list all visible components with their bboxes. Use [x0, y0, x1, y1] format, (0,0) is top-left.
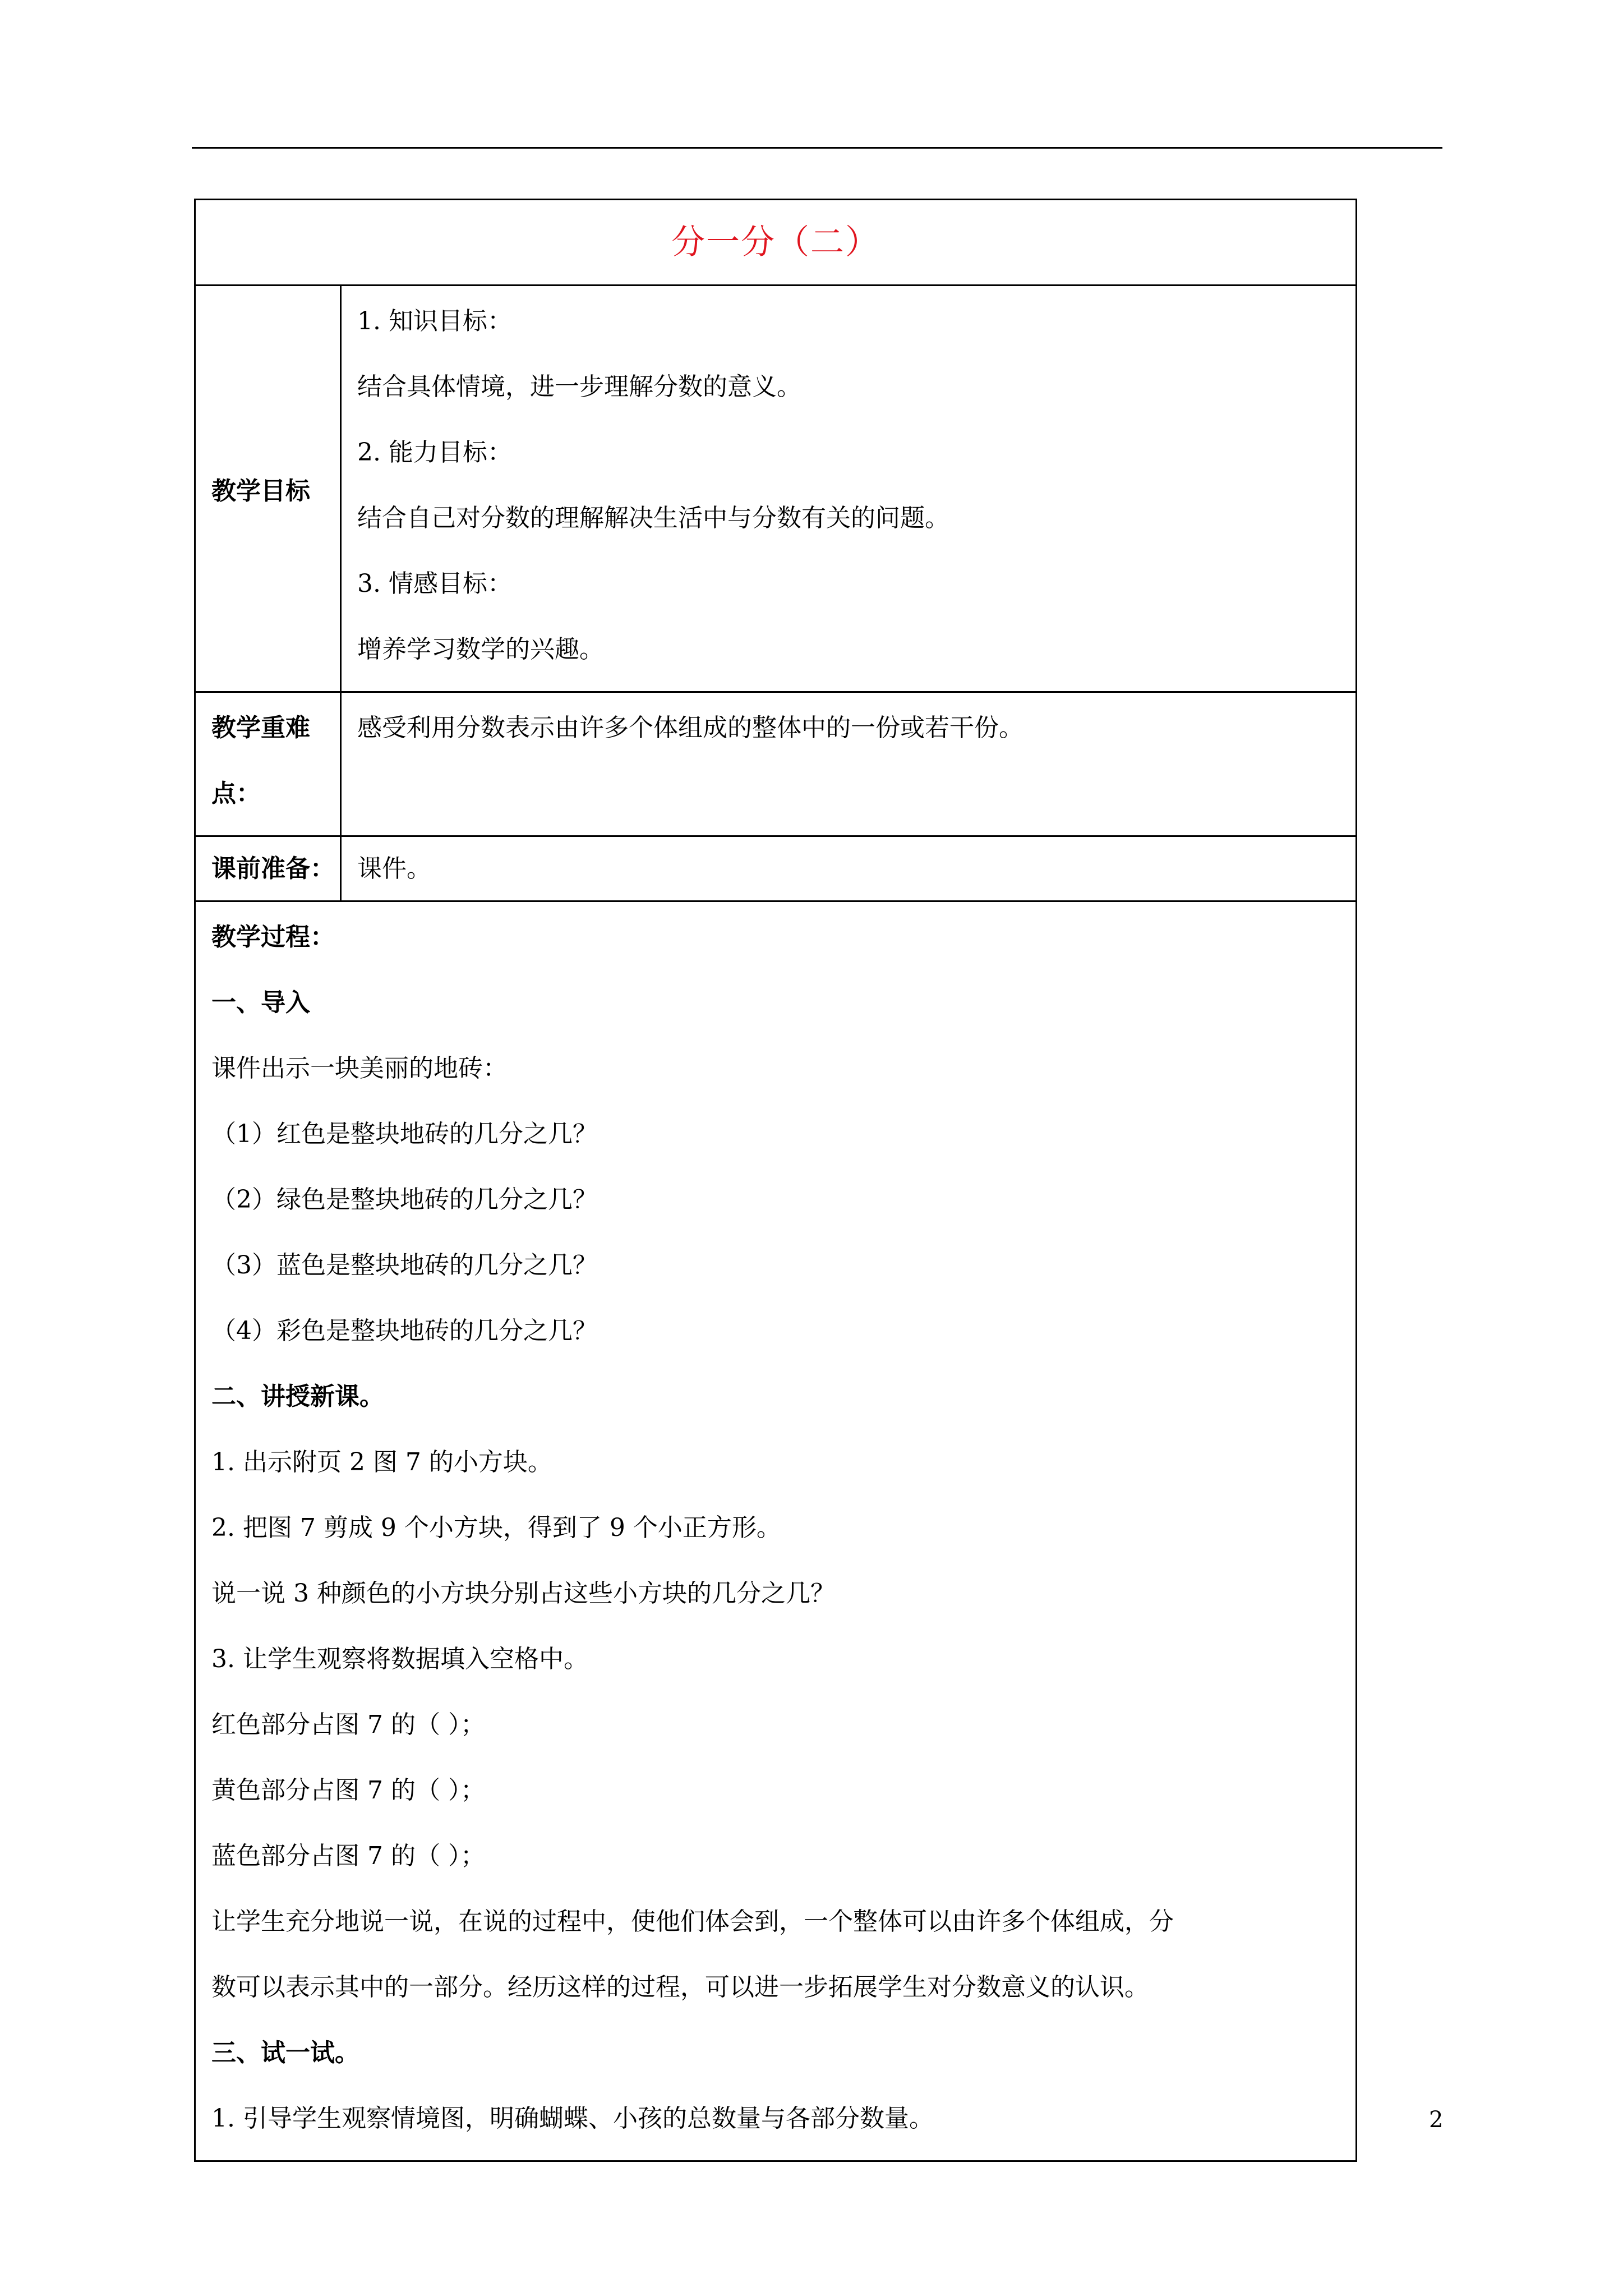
fill-blank-item: 黄色部分占图 7 的（ ）；: [211, 1776, 485, 1805]
preparation-label: [195, 836, 341, 901]
summary-line: 数可以表示其中的一部分。经历这样的过程，可以进一步拓展学生对分数意义的认识。: [211, 1973, 1149, 2001]
key-points-label-line1: 教学重难: [211, 714, 310, 742]
fill-blank-item: 蓝色部分占图 7 的（ ）；: [211, 1842, 485, 1870]
section-heading-intro: 一、导入: [211, 988, 310, 1017]
objective-line: 1. 知识目标：: [357, 307, 512, 335]
key-points-text: 感受利用分数表示由许多个体组成的整体中的一份或若干份。: [357, 714, 1023, 742]
objective-line: 2. 能力目标：: [357, 438, 512, 467]
step-item: 说一说 3 种颜色的小方块分别占这些小方块的几分之几？: [211, 1579, 835, 1608]
objectives-content: [341, 286, 1357, 692]
key-points-label-line2: 点：: [211, 779, 261, 808]
section-heading-new-lesson: 二、讲授新课。: [211, 1382, 384, 1411]
objective-line: 结合具体情境，进一步理解分数的意义。: [357, 372, 801, 401]
objectives-label: 教学目标: [195, 286, 341, 692]
preparation-content: [341, 836, 1357, 901]
intro-text: 课件出示一块美丽的地砖：: [211, 1054, 508, 1083]
title-cell: [195, 200, 1357, 286]
objective-line: 结合自己对分数的理解解决生活中与分数有关的问题。: [357, 504, 949, 532]
question-item: （3）蓝色是整块地砖的几分之几？: [211, 1251, 597, 1280]
objective-line: 增养学习数学的兴趣。: [357, 635, 604, 664]
section-heading-try: 三、试一试。: [211, 2039, 359, 2067]
question-item: （1）红色是整块地砖的几分之几？: [211, 1120, 597, 1148]
summary-line: 让学生充分地说一说，在说的过程中，使他们体会到，一个整体可以由许多个体组成，分: [211, 1907, 1174, 1936]
lesson-plan-table: [194, 199, 1357, 2162]
fill-blank-item: 红色部分占图 7 的（ ）；: [211, 1710, 485, 1739]
page-title: 分一分（二）: [671, 223, 880, 262]
step-item: 3. 让学生观察将数据填入空格中。: [211, 1645, 588, 1673]
try-step-item: 1. 引导学生观察情境图，明确蝴蝶、小孩的总数量与各部分数量。: [211, 2104, 934, 2133]
step-item: 2. 把图 7 剪成 9 个小方块，得到了 9 个小正方形。: [211, 1513, 781, 1542]
preparation-label-text: 课前准备：: [211, 854, 335, 883]
question-item: （4）彩色是整块地砖的几分之几？: [211, 1317, 597, 1345]
process-heading: 教学过程：: [211, 923, 335, 951]
process-cell: [195, 901, 1357, 2161]
page-number: 2: [1429, 2107, 1444, 2133]
step-item: 1. 出示附页 2 图 7 的小方块。: [211, 1448, 552, 1476]
key-points-label: [195, 692, 341, 836]
question-item: （2）绿色是整块地砖的几分之几？: [211, 1185, 597, 1214]
objective-line: 3. 情感目标：: [357, 569, 512, 598]
header-rule: [192, 147, 1442, 149]
key-points-content: [341, 692, 1357, 836]
preparation-text: 课件。: [357, 854, 431, 883]
